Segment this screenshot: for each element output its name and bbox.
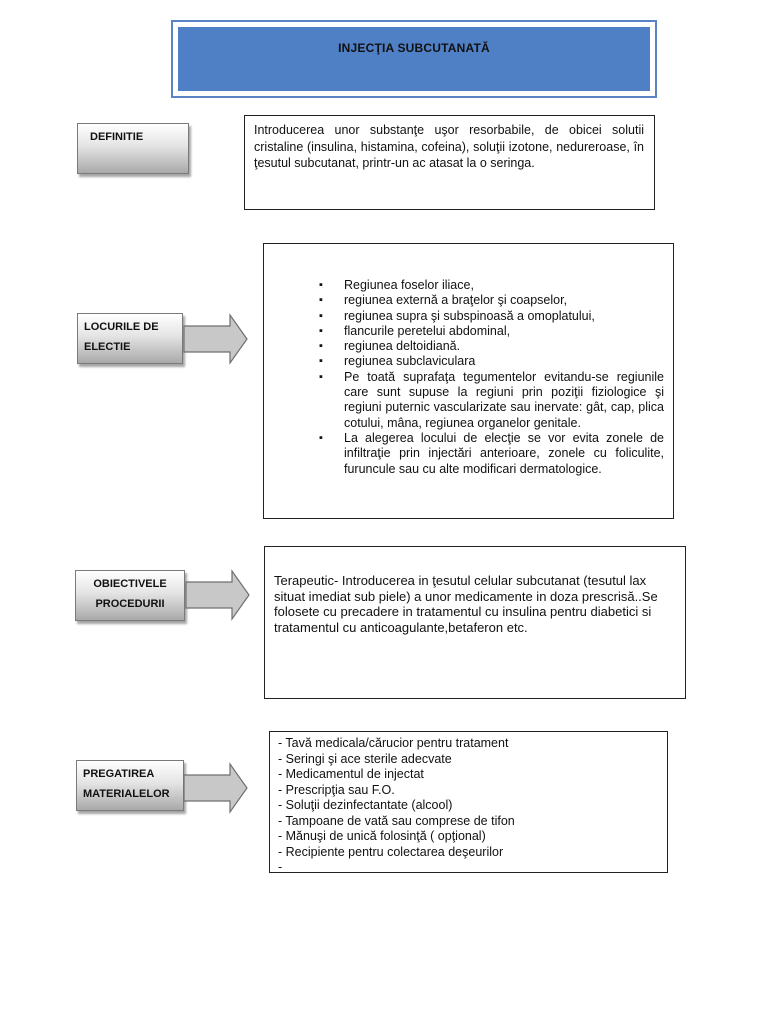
list-item: - Tavă medicala/cărucior pentru tratament — [278, 736, 509, 750]
list-item: ▪ La alegerea locului de elecţie se vor evita zonele de infiltraţie prin injectări anterioare, zonele cu foliculite, furuncule sau cu alte modificari dermatologice. — [318, 431, 664, 477]
title-banner — [171, 20, 657, 98]
list-item: ▪ Regiunea foselor iliace, — [318, 278, 664, 293]
list-item: - Prescripţia sau F.O. — [278, 782, 395, 797]
label-obiective-line1: OBIECTIVELE — [93, 578, 167, 590]
materiale-list — [278, 736, 661, 876]
list-item: - Tampoane de vată sau comprese de tifon — [278, 813, 515, 828]
title-banner-fill — [177, 26, 651, 92]
materiale-box — [269, 731, 668, 873]
label-definitie — [77, 123, 189, 174]
list-item: - Medicamentul de injectat — [278, 767, 424, 781]
list-item: ▪ regiunea subclaviculara — [318, 354, 664, 369]
list-item: ▪ flancurile peretelui abdominal, — [318, 324, 664, 339]
page-title: INJECŢIA SUBCUTANATĂ — [338, 41, 490, 55]
list-item: - Seringi şi ace sterile adecvate — [278, 751, 452, 766]
label-definitie-text: DEFINITIE — [90, 131, 144, 143]
arrow-right-icon — [182, 312, 250, 366]
list-item: - Soluţii dezinfectantate (alcool) — [278, 798, 453, 812]
locuri-list — [318, 278, 664, 477]
label-locuri-line2: ELECTIE — [84, 341, 131, 353]
label-locuri-line1: LOCURILE DE — [84, 321, 159, 333]
list-item: - — [278, 860, 283, 874]
list-item: ▪ regiunea supra şi subspinoasă a omoplatului, — [318, 309, 664, 324]
arrow-right-icon — [182, 761, 250, 815]
list-item: ▪ regiunea deltoidiană. — [318, 339, 664, 354]
label-materiale-line1: PREGATIREA — [83, 768, 155, 780]
label-obiective-line2: PROCEDURII — [95, 598, 165, 610]
label-materiale — [76, 760, 184, 811]
list-item: - Mănuşi de unică folosinţă ( opţional) — [278, 829, 486, 843]
locuri-box — [263, 243, 674, 519]
list-item: - Recipiente pentru colectarea deşeurilor — [278, 844, 504, 859]
definitie-text: Introducerea unor substanţe uşor resorbabile, de obicei solutii cristaline (insulina, histamina, cofeina), soluţii izotone, nedureroase, în ţesutul subcutanat, printr-un ac atasat la o seringa. — [254, 123, 644, 170]
arrow-right-icon — [184, 568, 252, 622]
label-materiale-line2: MATERIALELOR — [83, 788, 170, 800]
list-item: ▪ regiunea externă a braţelor şi coapselor, — [318, 293, 664, 308]
definitie-box — [244, 115, 655, 210]
obiective-text: Terapeutic- Introducerea in ţesutul celular subcutanat (tesutul lax situat imediat sub piele) a unor medicamente in doza prescrisă..Se folosete cu precadere in tratamentul cu insulina pentru diabetici si tratamentul cu anticoagulante,betaferon etc. — [274, 573, 658, 635]
label-obiective — [75, 570, 185, 621]
label-locuri — [77, 313, 183, 364]
list-item: ▪ Pe toată suprafaţa tegumentelor evitandu-se regiunile care sunt supuse la regiuni prin poziţii fiziologice şi regiuni puternic vascularizate sau inervate: gât, cap, plica cotului, mâna, regiunea organelor genitale. — [318, 370, 664, 431]
obiective-box — [264, 546, 686, 699]
